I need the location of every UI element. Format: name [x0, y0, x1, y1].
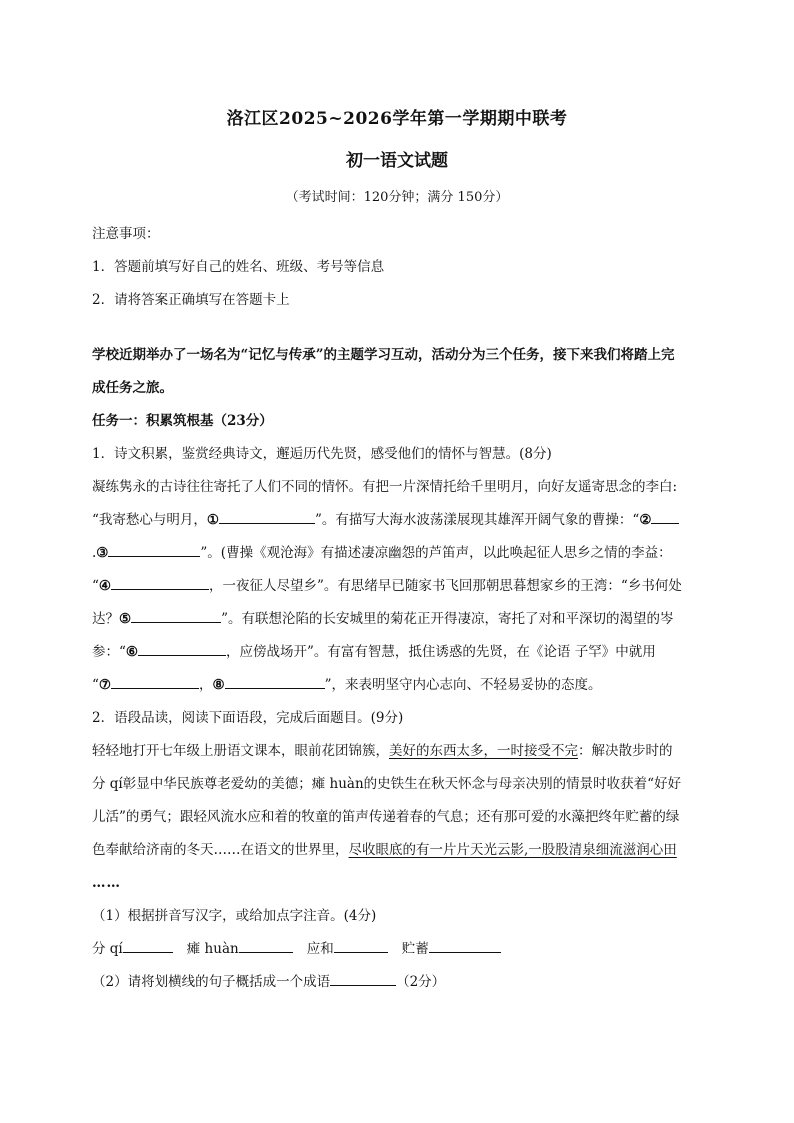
answer-blank[interactable] — [330, 973, 396, 986]
spacer — [92, 317, 712, 339]
q2-sub1-items — [92, 933, 712, 966]
q2-line: 色奉献给济南的冬天……在语文的世界里，尽收眼底的有一片片天光云影,一股股清泉细流滋润心田 — [92, 842, 677, 858]
answer-blank[interactable] — [111, 577, 209, 590]
exam-title: 洛江区2025~2026学年第一学期期中联考 — [226, 109, 568, 129]
q1-line: 凝练隽永的古诗往往寄托了人们不同的情怀。有把一片深情托给千里明月，向好友遥寄思念的李白: — [92, 479, 678, 495]
exam-subject: 初一语文试题 — [346, 151, 448, 171]
notice-heading: 注意事项： — [92, 226, 160, 242]
answer-blank[interactable] — [138, 643, 226, 656]
answer-blank[interactable] — [651, 511, 679, 524]
q1-stem: 1．诗文积累，鉴赏经典诗文，邂逅历代先贤，感受他们的情怀与智慧。(8分) — [92, 446, 552, 462]
q2-sub2: （2）请将划横线的句子概括成一个成语 （2分） — [92, 974, 446, 990]
q1-line: “④ ，一夜征人尽望乡”。有思绪早已随家书飞回那朝思暮想家乡的王湾：“乡书何处 — [92, 578, 682, 594]
answer-blank[interactable] — [429, 940, 501, 953]
q2-sub1: （1）根据拼音写汉字，或给加点字注音。(4分) — [92, 908, 377, 924]
q1-line: “⑦ ，⑧ ”，来表明坚守内心志向、不轻易妥协的态度。 — [92, 677, 602, 693]
answer-blank[interactable] — [131, 610, 221, 623]
blank-mark: ④ — [98, 578, 112, 594]
exam-content — [92, 218, 712, 999]
q2-line: 儿活”的勇气；跟轻风流水应和着的牧童的笛声传递着春的气息；还有那可爱的水藻把终年贮蓄的绿 — [92, 809, 680, 825]
intro-line: 成任务之旅。 — [92, 380, 173, 396]
q2-line: 轻轻地打开七年级上册语文课本，眼前花团锦簇，美好的东西太多，一时接受不完：解决散步时的 — [92, 743, 673, 759]
q1-line: 参：“⑥ ，应傍战场开”。有富有智慧，抵住诱惑的先贤，在《论语 子罕》中就用 — [92, 644, 656, 660]
answer-blank[interactable] — [123, 940, 173, 953]
q2-line: 分 qí彰显中华民族尊老爱幼的美德；瘫 huàn的史铁生在秋天怀念与母亲决别的情景时收获着“好好 — [92, 776, 682, 792]
exam-info: （考试时间：120分钟；满分 150分） — [285, 190, 509, 205]
q1-line: 达？⑤ ”。有联想沦陷的长安城里的菊花正开得凄凉，寄托了对和平深切的渴望的岑 — [92, 611, 674, 627]
underlined-sentence: 美好的东西太多，一时接受不完 — [389, 743, 578, 759]
blank-mark: ① — [206, 512, 220, 528]
notice-item: 2．请将答案正确填写在答题卡上 — [92, 292, 290, 308]
q1-line: .③ ”。(曹操《观沧海》有描述凄凉幽怨的芦笛声，以此唤起征人思乡之情的李益： — [92, 545, 672, 561]
blank-mark: ⑦ — [98, 677, 112, 693]
blank-mark: ③ — [96, 545, 109, 561]
blank-mark: ⑧ — [212, 677, 225, 693]
pinyin-item: 分 qí — [92, 941, 123, 957]
pinyin-item: 贮蓄 — [401, 941, 429, 957]
answer-blank[interactable] — [239, 940, 293, 953]
blank-mark: ⑥ — [125, 644, 139, 660]
q1-line: “我寄愁心与明月，① ”。有描写大海水波荡漾展现其雄浑开阔气象的曹操：“② — [92, 504, 712, 537]
answer-blank[interactable] — [334, 940, 388, 953]
underlined-sentence: 尽收眼底的有一片片天光云影,一股股清泉细流滋润心田 — [348, 842, 677, 858]
blank-mark: ⑤ — [119, 611, 132, 627]
answer-blank[interactable] — [219, 511, 315, 524]
q2-line: …… — [92, 875, 121, 891]
task1-title: 任务一：积累筑根基（23分） — [92, 413, 273, 429]
intro-line: 学校近期举办了一场名为“记忆与传承”的主题学习互动，活动分为三个任务，接下来我们将踏上完 — [92, 347, 675, 363]
notice-item: 1．答题前填写好自己的姓名、班级、考号等信息 — [92, 259, 385, 275]
blank-mark: ② — [639, 512, 652, 528]
pinyin-item: 应和 — [306, 941, 334, 957]
q2-stem: 2．语段品读，阅读下面语段，完成后面题目。(9分) — [92, 710, 404, 726]
answer-blank[interactable] — [111, 676, 199, 689]
pinyin-item: 瘫 huàn — [186, 941, 239, 957]
answer-blank[interactable] — [108, 544, 200, 557]
answer-blank[interactable] — [225, 676, 325, 689]
